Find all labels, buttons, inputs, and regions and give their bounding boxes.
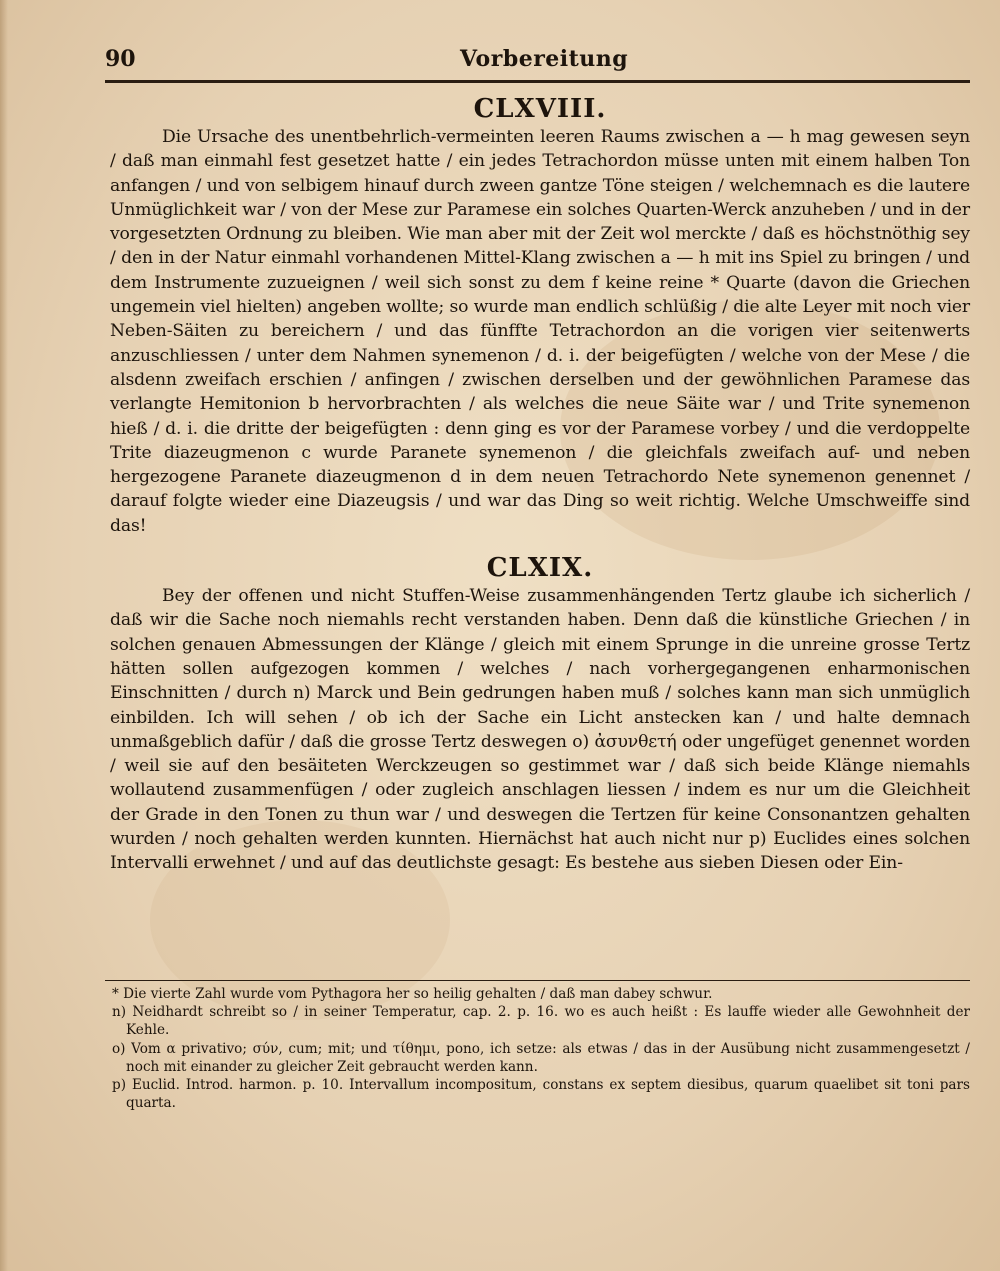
footnote: o) Vom α privativo; σύν, cum; mit; und τίθημι, pono, ich setze: als etwas / das in der Ausübung nicht zusammengesetzt / noch mit einander zu gleicher Zeit gebraucht werden kann. [112,1040,970,1075]
section-paragraph: Bey der offenen und nicht Stuffen-Weise zusammenhängenden Tertz glaube ich sicherlich / daß wir die Sache noch niemahls recht verstanden haben. Denn daß die künstliche Griechen / in solchen genauen Abmessungen der Klänge / gleich mit einem Sprunge in die unreine grosse Tertz hätten sollen aufgezogen kommen / welches / nach vorhergegangenen enharmonischen Einschnitten / durch n) Marck und Bein gedrungen haben muß / solches kann man sich unmüglich einbilden. Ich will sehen / ob ich der Sache ein Licht anstecken kan / und halte demnach unmaßgeblich dafür / daß die grosse Tertz deswegen o) ἀσυνθετή oder ungefüget genennet worden / weil sie auf den besäiteten Werckzeugen so gestimmet war / daß sich beide Klänge niemahls wollautend zusammenfügen / oder zugleich anschlagen liessen / indem es nur um die Gleichheit der Grade in den Tonen zu thun war / und deswegen die Tertzen für keine Consonantzen gehalten wurden / noch gehalten werden kunnten. Hiernächst hat auch nicht nur p) Euclides eines solchen Intervalli erwehnet / und auf das deutlichste gesagt: Es bestehe aus sieben Diesen oder Ein- [110,586,970,874]
section-paragraph: Die Ursache des unentbehrlich-vermeinten leeren Raums zwischen a — h mag gewesen seyn / daß man einmahl fest gesetzet hatte / ein jedes Tetrachordon müsse unten mit einem halben Ton anfangen / und von selbigem hinauf durch zween gantze Töne steigen / welchemnach es die lautere Unmüglichkeit war / von der Mese zur Paramese ein solches Quarten-Werck anzuheben / und in der vorgesetzten Ordnung zu bleiben. Wie man aber mit der Zeit wol merckte / daß es höchstnöthig sey / den in der Natur einmahl vorhandenen Mittel-Klang zwischen a — h mit ins Spiel zu bringen / und dem Instrumente zuzueignen / weil sich sonst zu dem f keine reine * Quarte (davon die Griechen ungemein viel hielten) angeben wollte; so wurde man endlich schlüßig / die alte Leyer mit noch vier Neben-Säiten zu bereichern / und das fünffte Tetrachordon an die vorigen vier seitenwerts anzuschliessen / unter dem Nahmen synemenon / d. i. der beigefügten / welche von der Mese / die alsdenn zweifach erschien / anfingen / zwischen derselben und der gewöhnlichen Paramese das verlangte Hemitonion b hervorbrachten / als welches die neue Säite war / und Trite synemenon hieß / d. i. die dritte der beigefügten : denn ging es vor der Paramese vorbey / und die verdoppelte Trite diazeugmenon c wurde Paranete synemenon / die gleichfals zweifach auf- und neben hergezogene Paranete diazeugmenon d in dem neuen Tetrachordo Nete synemenon genennet / darauf folgte wieder eine Diazeugsis / und war das Ding so weit richtig. Welche Umschweiffe sind das! [110,127,970,536]
footnote: n) Neidhardt schreibt so / in seiner Temperatur, cap. 2. p. 16. wo es auch heißt : Es lauffe wieder alle Gewohnheit der Kehle. [112,1004,970,1039]
section-heading: CLXVIII. [473,94,607,124]
main-text [110,93,970,876]
footnotes [112,985,970,1112]
footnote-rule [105,980,970,981]
section-heading: CLXIX. [486,553,594,584]
page-number: 90 [105,46,136,72]
header-rule [105,80,970,83]
page-header [105,42,970,78]
footnote: * Die vierte Zahl wurde vom Pythagora her so heilig gehalten / daß man dabey schwur. [112,986,713,1002]
footnote: p) Euclid. Introd. harmon. p. 10. Intervallum incompositum, constans ex septem diesibus, quarum quaelibet sit toni pars quarta. [112,1077,970,1112]
running-title: Vorbereitung [460,46,629,72]
